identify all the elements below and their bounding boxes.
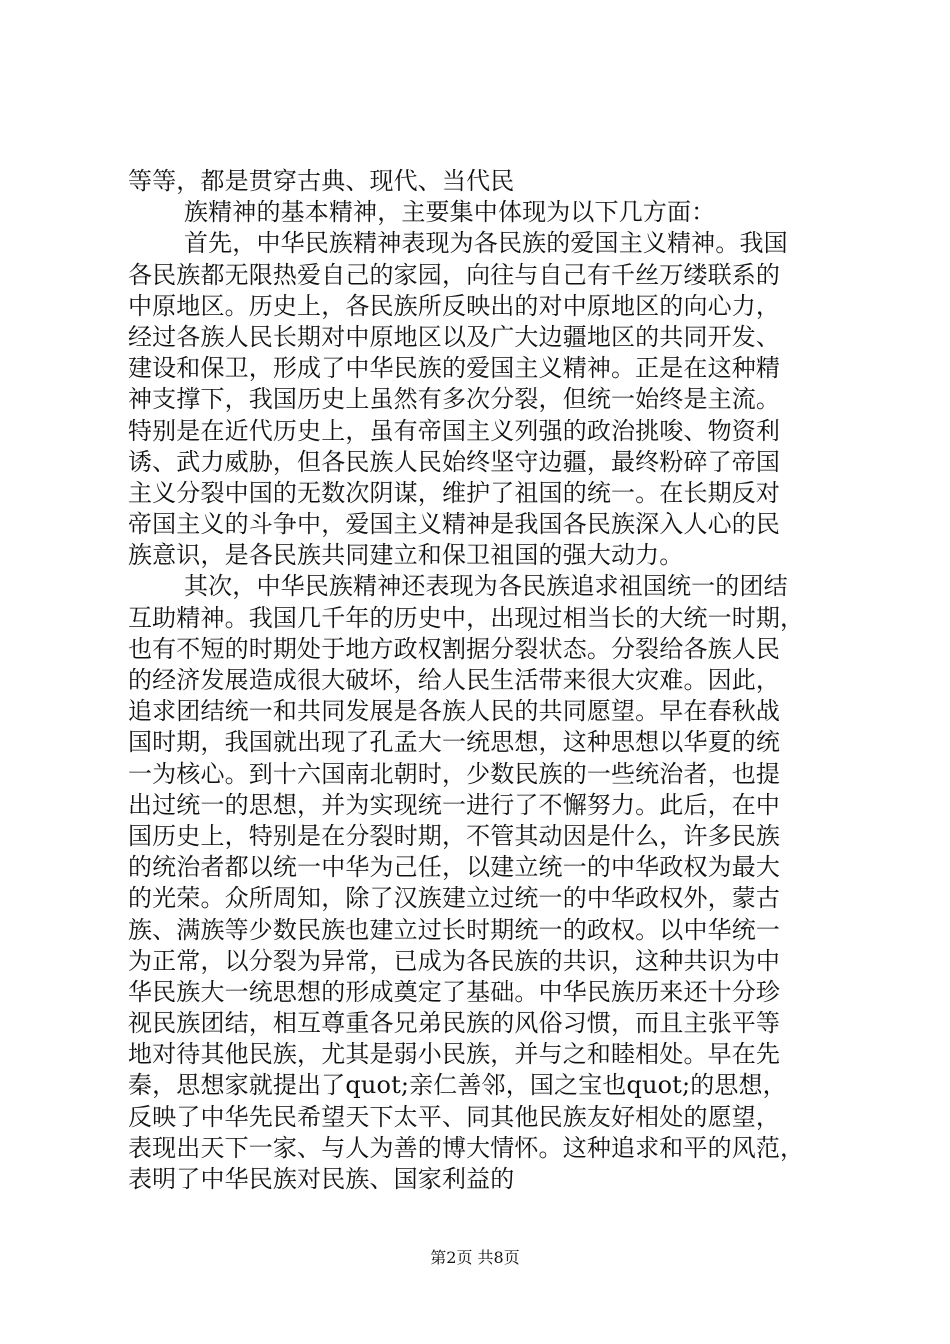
text-line: 各民族都无限热爱自己的家园，向往与自己有千丝万缕联系的 [128, 260, 781, 289]
text-line: 国时期，我国就出现了孔孟大一统思想，这种思想以华夏的统 [128, 728, 781, 757]
text-line: 特别是在近代历史上，虽有帝国主义列强的政治挑唆、物资利 [128, 416, 781, 445]
text-line: 一为核心。到十六国南北朝时，少数民族的一些统治者，也提 [128, 759, 781, 788]
text-line: 族、满族等少数民族也建立过长时期统一的政权。以中华统一 [128, 915, 781, 944]
text-line: 为正常，以分裂为异常，已成为各民族的共识，这种共识为中 [128, 946, 781, 975]
text-line: 反映了中华先民希望天下太平、同其他民族友好相处的愿望， [128, 1102, 781, 1131]
text-line: 秦，思想家就提出了quot;亲仁善邻，国之宝也quot;的思想， [128, 1071, 787, 1100]
text-line: 主义分裂中国的无数次阴谋，维护了祖国的统一。在长期反对 [128, 478, 781, 507]
paragraph-start-line: 首先，中华民族精神表现为各民族的爱国主义精神。我国 [184, 229, 788, 258]
text-line: 出过统一的思想，并为实现统一进行了不懈努力。此后，在中 [128, 790, 781, 819]
text-line: 帝国主义的斗争中，爱国主义精神是我国各民族深入人心的民 [128, 510, 781, 539]
text-line: 族精神的基本精神，主要集中体现为以下几方面： [184, 198, 716, 227]
text-line: 互助精神。我国几千年的历史中，出现过相当长的大统一时期， [128, 603, 805, 632]
text-line: 追求团结统一和共同发展是各族人民的共同愿望。早在春秋战 [128, 697, 781, 726]
text-line: 表明了中华民族对民族、国家利益的 [128, 1165, 515, 1193]
text-line: 中原地区。历史上，各民族所反映出的对中原地区的向心力， [128, 291, 781, 320]
text-line: 华民族大一统思想的形成奠定了基础。中华民族历来还十分珍 [128, 977, 781, 1006]
text-line: 建设和保卫，形成了中华民族的爱国主义精神。正是在这种精 [128, 354, 781, 383]
text-line: 经过各族人民长期对中原地区以及广大边疆地区的共同开发、 [128, 322, 781, 351]
text-line: 等等，都是贯穿古典、现代、当代民 [128, 167, 515, 195]
text-line: 地对待其他民族，尤其是弱小民族，并与之和睦相处。早在先 [128, 1040, 781, 1069]
text-line: 视民族团结，相互尊重各兄弟民族的风俗习惯，而且主张平等 [128, 1009, 781, 1038]
text-line: 族意识，是各民族共同建立和保卫祖国的强大动力。 [128, 541, 684, 570]
text-line: 神支撑下，我国历史上虽然有多次分裂，但统一始终是主流。 [128, 385, 781, 414]
text-line: 的统治者都以统一中华为己任，以建立统一的中华政权为最大 [128, 853, 781, 882]
text-line: 也有不短的时期处于地方政权割据分裂状态。分裂给各族人民 [128, 634, 781, 663]
text-line: 的光荣。众所周知，除了汉族建立过统一的中华政权外，蒙古 [128, 884, 781, 913]
text-line: 表现出天下一家、与人为善的博大情怀。这种追求和平的风范， [128, 1133, 805, 1162]
text-line: 国历史上，特别是在分裂时期，不管其动因是什么，许多民族 [128, 821, 781, 850]
text-line: 诱、武力威胁，但各民族人民始终坚守边疆，最终粉碎了帝国 [128, 447, 781, 476]
text-line: 的经济发展造成很大破坏，给人民生活带来很大灾难。因此， [128, 666, 781, 694]
document-body [128, 166, 828, 1195]
paragraph-start-line: 其次，中华民族精神还表现为各民族追求祖国统一的团结 [184, 572, 788, 601]
page-number-footer: 第2页 共8页 [430, 1248, 520, 1267]
